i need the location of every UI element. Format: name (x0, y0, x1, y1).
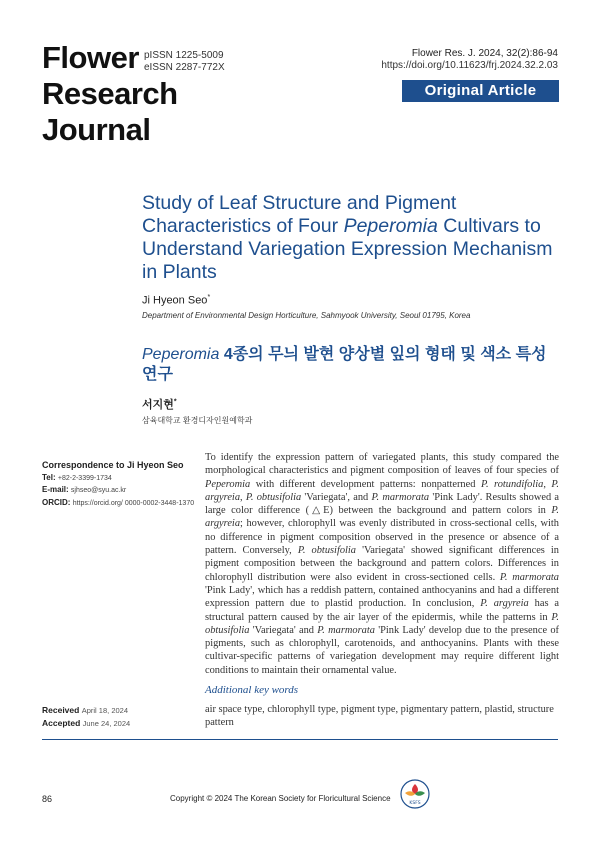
tel-value: +82-2-3399-1734 (57, 474, 112, 482)
divider-rule (42, 739, 558, 740)
eissn: eISSN 2287-772X (144, 62, 225, 73)
citation-block (381, 48, 558, 72)
abstract-species-name: P. rotundifolia (480, 478, 544, 490)
affiliation-ko: 삼육대학교 환경디자인원예학과 (142, 416, 253, 425)
orcid-line (42, 497, 202, 510)
article-title-en (142, 192, 562, 284)
abstract-text: 'Variegata' showed significant differences in pigment composition between the background and pattern colors. Differences in chlorophyll distribution were also evident in cross-sectioned cells. (205, 545, 560, 583)
doi-link[interactable]: https://doi.org/10.11623/frj.2024.32.2.03 (381, 60, 558, 71)
title-en-italic: Peperomia (343, 215, 438, 237)
keywords: air space type, chlorophyll type, pigment type, pigmentary pattern, plastid, structure pattern (205, 704, 554, 728)
orcid-value[interactable]: https://orcid.org/ 0000-0002-3448-1370 (72, 499, 195, 507)
author-en-name: Ji Hyeon Seo (142, 294, 208, 307)
logo-text: KSFS (409, 801, 421, 806)
accepted-label: Accepted (42, 718, 81, 728)
email-line (42, 484, 202, 497)
accepted-line (42, 717, 130, 730)
article-type-badge: Original Article (402, 80, 559, 102)
abstract-species-name: P. argyreia (480, 598, 529, 610)
abstract-species-name: P. marmorata (317, 624, 375, 636)
correspondence-heading (42, 460, 202, 472)
citation-ref: Flower Res. J. 2024, 32(2):86-94 (411, 48, 558, 59)
journal-name-line: Journal (42, 112, 151, 147)
journal-name-line: Research (42, 76, 178, 111)
article-title-ko (142, 345, 562, 385)
correspondence-name: Ji Hyeon Seo (127, 460, 184, 470)
keywords-heading: Additional key words (205, 684, 299, 696)
affiliation-en: Department of Environmental Design Horticulture, Sahmyook University, Seoul 01795, Korea (142, 311, 471, 320)
title-en-part1: Study of Leaf Structure and Pigment Characteristics of Four (142, 192, 457, 237)
accepted-date: June 24, 2024 (82, 719, 131, 728)
abstract-text: 'Pink Lady', which has a reddish pattern, contained anthocyanins and had a different expression pattern due to plastid production. In conclusion, (205, 584, 559, 610)
email-label: E-mail: (42, 485, 69, 494)
author-ko-mark: * (173, 398, 177, 406)
author-ko-name: 서지현 (142, 399, 174, 411)
abstract-text: 'Pink Lady' develop due to the presence of pigments, such as chlorophyll, carotenoids, and anthocyanins. Plants with these cultivar-specific patterns of variegation development may require different light conditions to maintain their ornamental value. (205, 624, 559, 676)
abstract-text: 'Variegata' and (249, 624, 318, 636)
abstract-species-name: P. argyreia (205, 505, 559, 530)
author-ko (142, 396, 177, 412)
pissn: pISSN 1225-5009 (144, 50, 224, 61)
abstract-text: with different development patterns: nonpatterned (250, 478, 481, 490)
abstract-text: 'Pink Lady'. Results showed a large color difference (△E) between the background and pattern colors in (205, 491, 559, 517)
society-logo-icon (400, 779, 430, 809)
received-line (42, 704, 130, 717)
abstract-text: , (240, 491, 246, 503)
issn-block (144, 50, 225, 74)
abstract-text: 'Variegata', and (301, 491, 372, 503)
abstract-text: , (543, 478, 552, 490)
correspondence-label: Correspondence to (42, 460, 125, 470)
title-en-part2: Cultivars to Understand Variegation Expression Mechanism in Plants (142, 215, 553, 283)
correspondence-block (42, 460, 202, 509)
journal-name-line: Flower (42, 40, 139, 75)
orcid-label: ORCID: (42, 497, 71, 507)
author-en (142, 294, 210, 307)
abstract-text: has a structural pattern caused by the air layer of the epidermis, while the patterns in (205, 598, 560, 623)
received-date: April 18, 2024 (81, 706, 129, 715)
tel-line (42, 472, 202, 485)
page-number: 86 (42, 794, 53, 804)
title-ko-italic: Peperomia (142, 346, 220, 363)
abstract-species-name: P. argyreia (205, 478, 560, 503)
received-label: Received (42, 705, 80, 715)
dates-block (42, 704, 130, 730)
abstract-text: To identify the expression pattern of variegated plants, this study compared the morphological characteristics and pigment composition of leaves of four species of (205, 452, 559, 477)
email-value[interactable]: sjhseo@syu.ac.kr (70, 487, 127, 494)
tel-label: Tel: (42, 472, 56, 482)
copyright-notice: Copyright © 2024 The Korean Society for Floricultural Science (170, 794, 391, 803)
abstract-species-name: P. marmorata (371, 491, 430, 503)
author-mark: * (207, 294, 211, 301)
abstract-text: ; however, chlorophyll was evenly distributed in cross-sectional cells, with no difference in pigment composition observed in the presence or absence of a pattern. Conversely, (205, 518, 559, 557)
abstract-species-name: P. obtusifolia (297, 545, 356, 557)
abstract-species-name: P. obtusifolia (205, 611, 559, 636)
title-ko-rest: 4종의 무늬 발현 양상별 잎의 형태 및 색소 특성 연구 (142, 346, 547, 383)
abstract (205, 451, 559, 677)
abstract-species-name: P. obtusifolia (245, 491, 302, 503)
abstract-species-name: P. marmorata (499, 571, 559, 583)
abstract-species-name: Peperomia (205, 478, 251, 490)
